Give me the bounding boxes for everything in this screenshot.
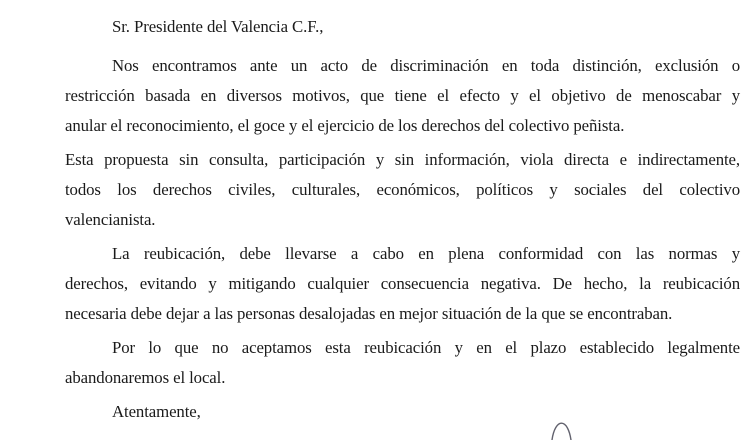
paragraph-proposal [65, 145, 740, 235]
paragraph-discrimination [65, 51, 740, 141]
text-line: Esta propuesta sin consulta, participación y sin información, viola directa e indirectamente, [65, 150, 740, 169]
text-line: Atentamente, [112, 402, 201, 421]
text-line: La reubicación, debe llevarse a cabo en plena conformidad con las normas y [112, 244, 740, 263]
text-line: abandonaremos el local. [65, 368, 226, 387]
paragraph-salutation [65, 12, 740, 42]
text-line: Por lo que no aceptamos esta reubicación y en el plazo establecido legalmente [112, 338, 740, 357]
text-line: todos los derechos civiles, culturales, económicos, políticos y sociales del colectivo [65, 180, 740, 199]
text-line: Nos encontramos ante un acto de discriminación en toda distinción, exclusión o [112, 56, 740, 75]
text-line: derechos, evitando y mitigando cualquier consecuencia negativa. De hecho, la reubicación [65, 274, 740, 293]
text-line: Sr. Presidente del Valencia C.F., [112, 17, 324, 36]
signature-stroke [548, 420, 578, 440]
paragraph-relocation [65, 239, 740, 329]
text-line: valencianista. [65, 210, 156, 229]
letter-body [65, 12, 740, 431]
text-line: restricción basada en diversos motivos, que tiene el efecto y el objetivo de menoscabar y [65, 86, 740, 105]
signature-stroke-path [552, 423, 571, 440]
paragraph-refusal [65, 333, 740, 393]
text-line: anular el reconocimiento, el goce y el ejercicio de los derechos del colectivo peñista. [65, 116, 625, 135]
paragraph-closing [65, 397, 740, 427]
text-line: necesaria debe dejar a las personas desalojadas en mejor situación de la que se encontraban. [65, 304, 673, 323]
